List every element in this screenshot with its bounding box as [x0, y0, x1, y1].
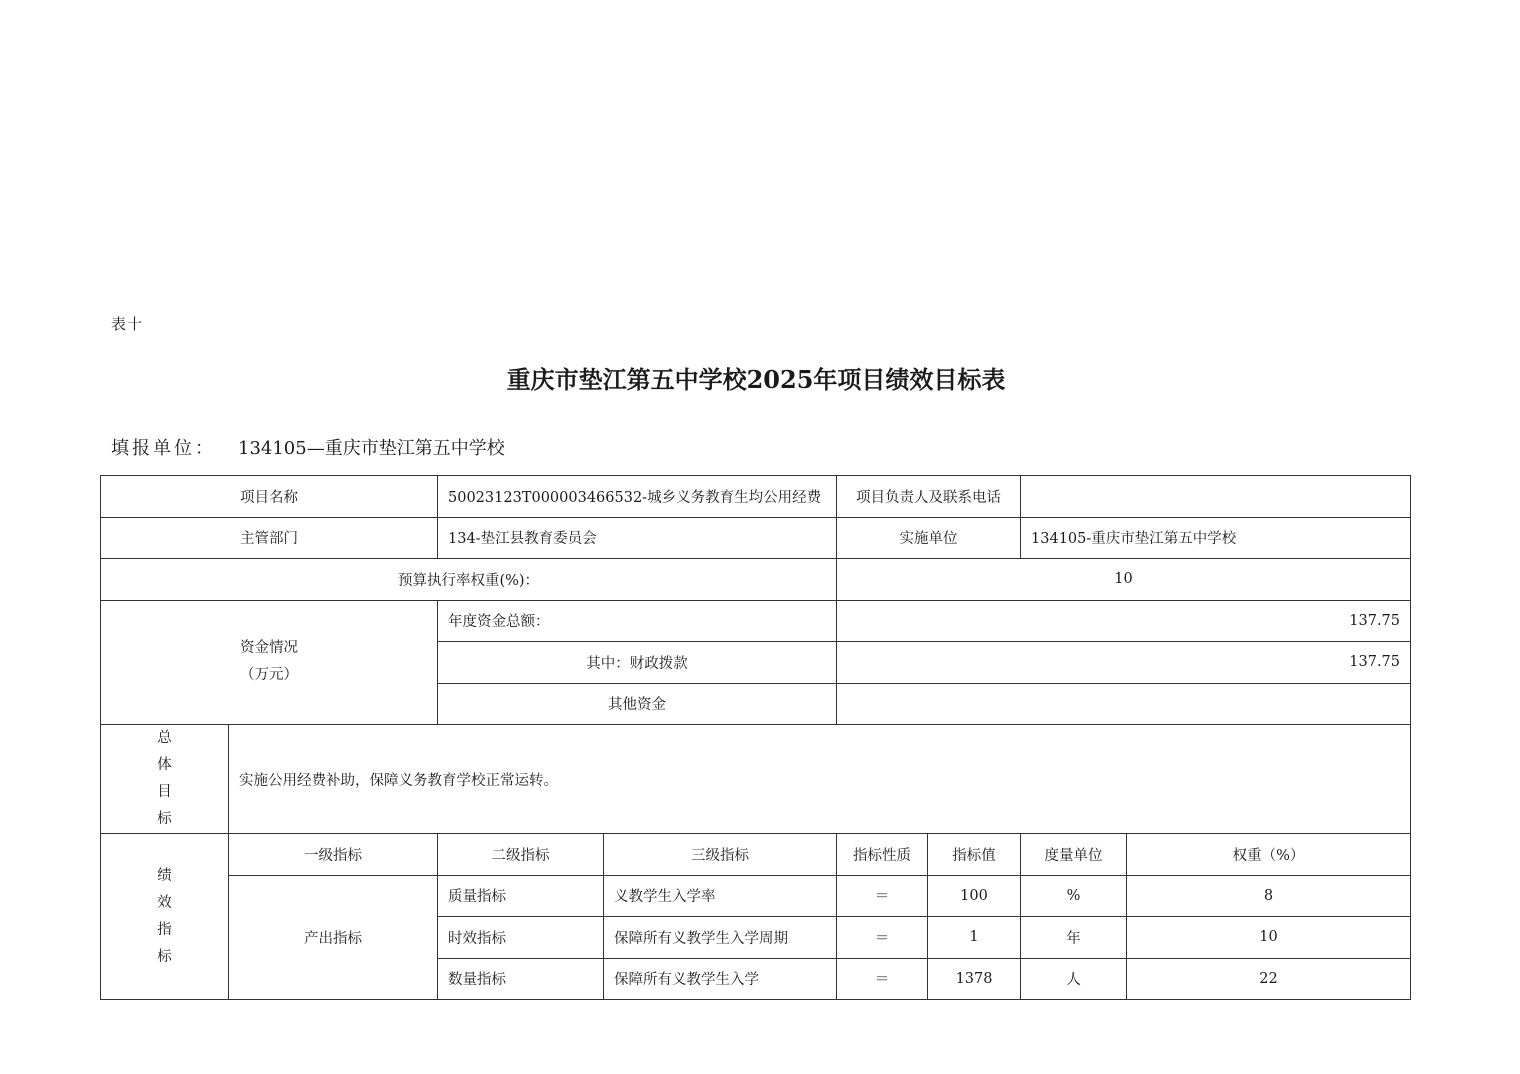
funds-label: [101, 600, 438, 725]
table-row: [101, 559, 1411, 601]
indicator-nature: ＝: [837, 958, 928, 1000]
reporting-unit: [111, 434, 505, 460]
table-row: [101, 725, 1411, 834]
indicator-unit: %: [1021, 875, 1127, 917]
table-row: [101, 875, 1411, 917]
project-contact-label: 项目负责人及联系电话: [837, 476, 1021, 518]
impl-unit-label: 实施单位: [837, 517, 1021, 559]
level1-indicator: 产出指标: [229, 875, 438, 1000]
overall-goal-label: [101, 725, 229, 834]
reporting-unit-label: 填报单位：: [111, 438, 216, 459]
indicator-value: 100: [928, 875, 1021, 917]
performance-char: 指: [157, 921, 172, 938]
funds-other-label: 其他资金: [438, 683, 837, 725]
reporting-unit-value: 134105—重庆市垫江第五中学校: [238, 438, 505, 459]
table-row: [101, 476, 1411, 518]
indicator-weight: 22: [1127, 958, 1411, 1000]
performance-table: [100, 475, 1411, 1000]
header-level1: 一级指标: [229, 834, 438, 876]
header-nature: 指标性质: [837, 834, 928, 876]
table-number: 表十: [111, 315, 144, 333]
funds-other-value: [837, 683, 1411, 725]
page-title: 重庆市垫江第五中学校2025年项目绩效目标表: [506, 365, 1006, 394]
indicator-weight: 8: [1127, 875, 1411, 917]
overall-goal-char: 总: [157, 730, 172, 746]
overall-goal-char: 标: [157, 811, 172, 827]
dept-label: 主管部门: [101, 517, 438, 559]
table-row: [101, 834, 1411, 876]
budget-weight-value: 10: [837, 559, 1411, 601]
funds-total-label: 年度资金总额：: [438, 600, 837, 642]
performance-label: [101, 834, 229, 1000]
level2-indicator: 时效指标: [438, 917, 604, 959]
funds-label-line1: 资金情况: [240, 640, 298, 657]
overall-goal-char: 目: [157, 784, 172, 800]
header-level2: 二级指标: [438, 834, 604, 876]
overall-goal-text: 实施公用经费补助，保障义务教育学校正常运转。: [229, 725, 1411, 834]
table-row: [101, 600, 1411, 642]
indicator-nature: ＝: [837, 917, 928, 959]
indicator-nature: ＝: [837, 875, 928, 917]
table-row: [101, 517, 1411, 559]
funds-fiscal-value: 137.75: [837, 642, 1411, 684]
dept-value: 134-垫江县教育委员会: [438, 517, 837, 559]
funds-label-line2: （万元）: [240, 667, 298, 684]
header-value: 指标值: [928, 834, 1021, 876]
header-unit: 度量单位: [1021, 834, 1127, 876]
indicator-value: 1378: [928, 958, 1021, 1000]
indicator-value: 1: [928, 917, 1021, 959]
budget-weight-label: 预算执行率权重(%)：: [101, 559, 837, 601]
level2-indicator: 质量指标: [438, 875, 604, 917]
level3-indicator: 保障所有义教学生入学: [604, 958, 837, 1000]
project-name-value: 50023123T000003466532-城乡义务教育生均公用经费: [438, 476, 837, 518]
project-name-label: 项目名称: [101, 476, 438, 518]
performance-char: 效: [157, 894, 172, 911]
performance-char: 标: [157, 948, 172, 965]
level3-indicator: 义教学生入学率: [604, 875, 837, 917]
level3-indicator: 保障所有义教学生入学周期: [604, 917, 837, 959]
overall-goal-char: 体: [157, 757, 172, 773]
project-contact-value: [1021, 476, 1411, 518]
header-level3: 三级指标: [604, 834, 837, 876]
header-weight: 权重（%）: [1127, 834, 1411, 876]
impl-unit-value: 134105-重庆市垫江第五中学校: [1021, 517, 1411, 559]
performance-char: 绩: [157, 867, 172, 884]
indicator-unit: 年: [1021, 917, 1127, 959]
indicator-unit: 人: [1021, 958, 1127, 1000]
level2-indicator: 数量指标: [438, 958, 604, 1000]
indicator-weight: 10: [1127, 917, 1411, 959]
funds-fiscal-label: 其中：财政拨款: [438, 642, 837, 684]
funds-total-value: 137.75: [837, 600, 1411, 642]
